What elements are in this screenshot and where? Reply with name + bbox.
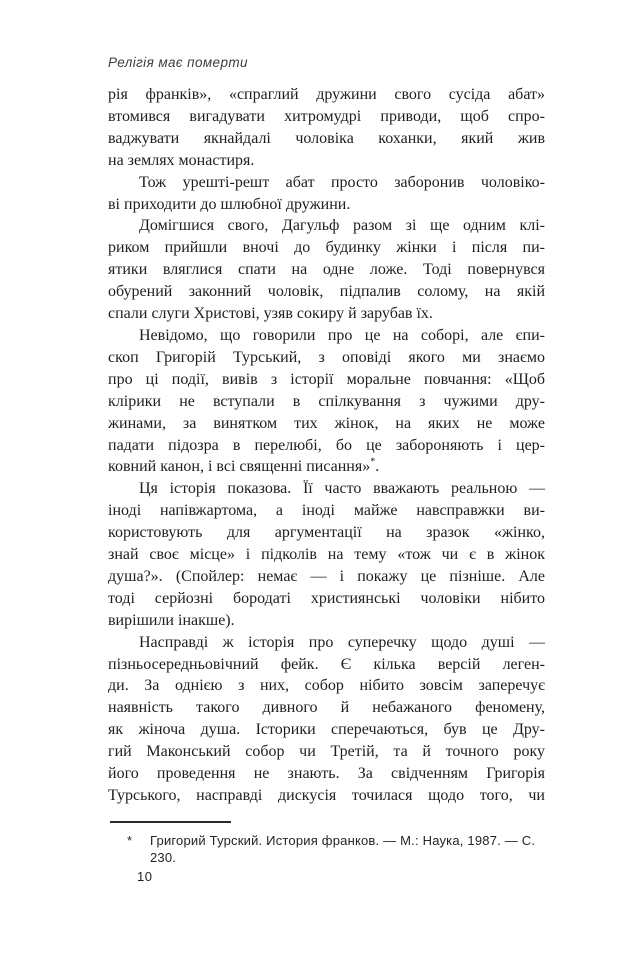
text-line: про ці події, вивів з історії моральне повчання: «Щоб	[108, 370, 545, 388]
paragraph	[108, 84, 545, 172]
text-line: як жіноча душа. Історики сперечаються, був це Дру-	[108, 721, 545, 739]
text-line: вирішили інакше).	[108, 611, 235, 629]
text-line: гий Маконський собор чи Третій, та й точного року	[108, 743, 545, 761]
text-line: ди. За однією з них, собор нібито зовсім заперечує	[108, 677, 545, 695]
text-line: спали слуги Христові, узяв сокиру й зарубав їх.	[108, 305, 433, 323]
paragraph	[108, 632, 545, 807]
text-line: втомився вигадувати хитромудрі приводи, щоб спро-	[108, 107, 545, 125]
text-line: користовують для аргументації на зразок «жінко,	[108, 524, 545, 542]
body-text	[108, 84, 545, 807]
text-line: ві приходити до шлюбної дружини.	[108, 195, 351, 213]
text-line: душа?». (Спойлер: немає — і покажу це пізніше. Але	[108, 567, 545, 585]
text-line: пізньосередньовічний фейк. Є кілька версій леген-	[108, 655, 545, 673]
running-header: Релігія має померти	[108, 55, 248, 70]
text-line: його проведення не знають. За свідченням Григорія	[108, 765, 545, 783]
footnote-separator-rule	[110, 821, 231, 823]
text-line: клірики не вступали в спілкування з чужими дру-	[108, 392, 545, 410]
text-line: Домігшися свого, Дагульф разом зі ще одним клі-	[139, 217, 545, 235]
text-line: падати підозра в перелюбі, бо це забороняють і цер-	[108, 436, 545, 454]
text-line: Тож урешті-решт абат просто заборонив чоловіко-	[139, 173, 545, 191]
text-line: Невідомо, що говорили про це на соборі, але єпи-	[139, 326, 545, 344]
text-line: ятики вляглися спати на одне ложе. Тоді повернувся	[108, 261, 545, 279]
text-line: ваджувати якнайдалі чоловіка коханки, який жив	[108, 129, 545, 147]
text-line: іноді напівжартома, а іноді майже навсправжки ви-	[108, 502, 545, 520]
text-line: знай своє місце» і підколів на тему «тож чи є в жінок	[108, 546, 545, 564]
paragraph	[108, 215, 545, 325]
text-line: Насправді ж історія про суперечку щодо душі —	[139, 633, 545, 651]
text-line: жинами, за винятком тих жінок, на яких не може	[108, 414, 545, 432]
footnote-text: Григорий Турский. История франков. — М.: Наука, 1987. — С. 230.	[150, 833, 536, 865]
paragraph	[108, 478, 545, 631]
text-line: Ця історія показова. Її часто вважають реальною —	[139, 480, 545, 498]
text-line: наявність такого дивного й небажаного феномену,	[108, 699, 545, 717]
footnote	[108, 832, 545, 866]
text-line: скоп Григорій Турський, з оповіді якого ми знаємо	[108, 348, 545, 366]
text-line: на землях монастиря.	[108, 151, 255, 169]
footnote-reference-asterisk: *	[370, 457, 376, 469]
text-line: тоді серйозні бородаті християнські чоловіки нібито	[108, 589, 545, 607]
text-line: рія франків», «спраглий дружини свого сусіда абат»	[108, 86, 545, 103]
footnote-marker: *	[127, 833, 133, 848]
paragraph	[108, 325, 545, 478]
footnote-block	[108, 821, 545, 866]
paragraph	[108, 172, 545, 216]
text-line: риком прийшли вночі до будинку жінки і після пи-	[108, 239, 545, 257]
text-line: Турського, насправді дискусія точилася щодо того, чи	[108, 787, 545, 804]
page-number: 10	[137, 869, 153, 884]
text-line: обурений законний чоловік, підпалив солому, на якій	[108, 283, 545, 301]
text-line: ковний канон, і всі священні писання»*.	[108, 457, 380, 476]
